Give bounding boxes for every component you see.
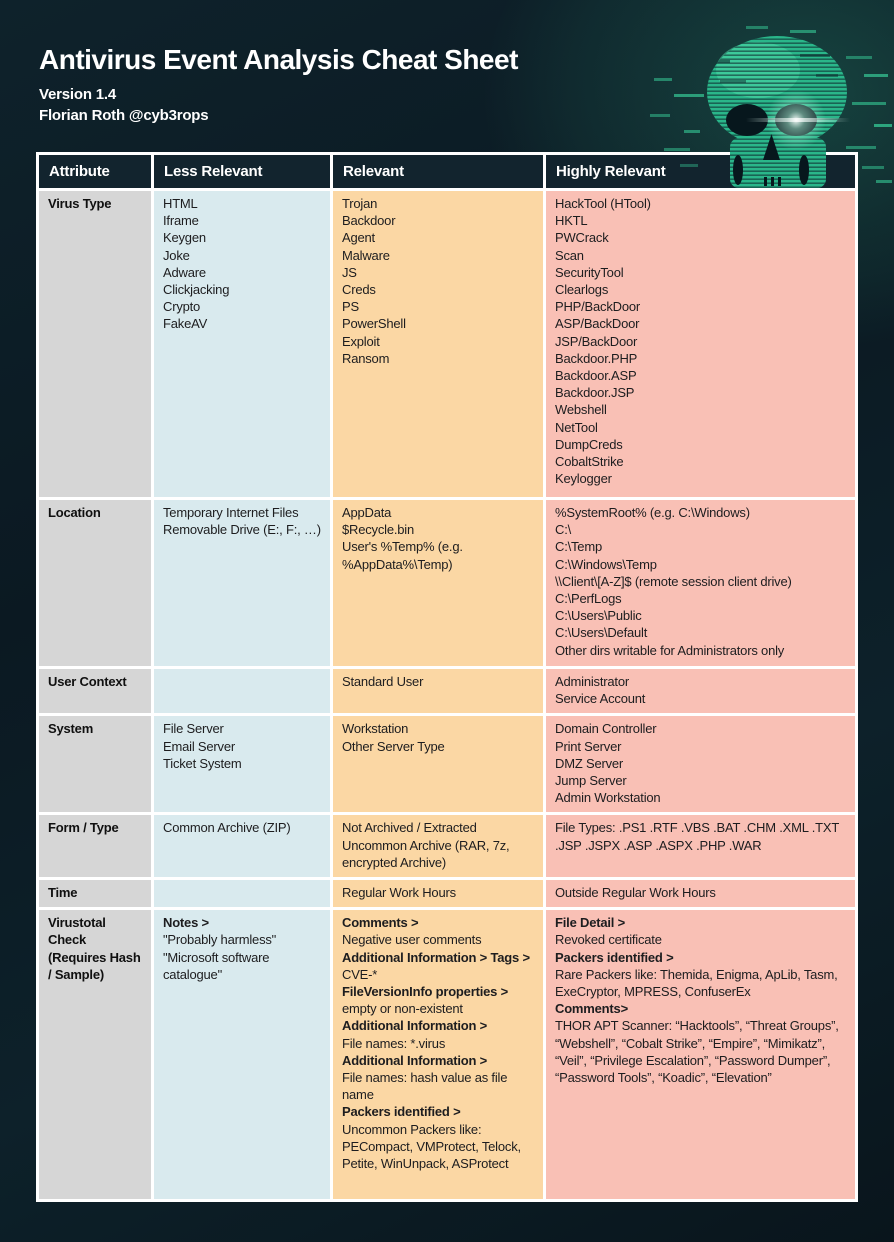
attribute-cell: [39, 669, 151, 713]
cell-line: User Context: [48, 674, 127, 689]
cell-line: "Probably harmless": [163, 932, 277, 948]
cell-line: empty or non-existent: [342, 1001, 463, 1017]
cell-line: Admin Workstation: [555, 790, 661, 806]
cell-line: HKTL: [555, 213, 588, 229]
table-row: [39, 815, 855, 877]
highly-relevant-cell: [546, 191, 855, 497]
table-row: [39, 191, 855, 497]
highly-relevant-cell: [546, 669, 855, 713]
cell-line: Other Server Type: [342, 738, 445, 754]
cell-line: PowerShell: [342, 316, 406, 332]
cell-line: Iframe: [163, 213, 199, 229]
cell-line: Webshell: [555, 402, 607, 418]
table-row: [39, 500, 855, 666]
cell-line: C:\Users\Default: [555, 625, 648, 641]
relevant-cell: [333, 815, 543, 877]
cell-line: Scan: [555, 247, 584, 263]
highly-relevant-cell: [546, 500, 855, 666]
less-relevant-cell: [154, 815, 330, 877]
cell-line: AppData: [342, 505, 392, 520]
cell-line: Clickjacking: [163, 282, 230, 298]
author-label: Florian Roth @cyb3rops: [39, 107, 209, 124]
cell-line: Jump Server: [555, 773, 627, 789]
relevant-cell: [333, 910, 543, 1199]
less-relevant-cell: [154, 910, 330, 1199]
cell-line: Outside Regular Work Hours: [555, 885, 716, 901]
cell-line: C:\Windows\Temp: [555, 556, 657, 572]
cell-line: PWCrack: [555, 230, 609, 246]
cell-line: THOR APT Scanner: “Hacktools”, “Threat Groups”, “Webshell”, “Cobalt Strike”, “Empire”, “Mimikatz”, “Veil”, “Privilege Escalation”, “Password Dumper”, “Password Tools”, “Koadic”, “Elevation”: [555, 1018, 839, 1086]
cell-line: Virus Type: [48, 196, 112, 211]
table-body: [39, 191, 855, 1199]
cell-line: Additional Information > Tags >: [342, 949, 530, 965]
cell-line: Packers identified >: [555, 949, 674, 965]
cell-line: Other dirs writable for Administrators only: [555, 642, 785, 658]
cell-line: DumpCreds: [555, 436, 623, 452]
cell-line: Virustotal Check (Requires Hash / Sample): [48, 915, 141, 982]
cell-line: PS: [342, 299, 359, 315]
cell-line: File Detail >: [555, 915, 626, 931]
cell-line: Clearlogs: [555, 282, 609, 298]
cell-line: Backdoor.ASP: [555, 368, 637, 384]
cell-line: Adware: [163, 264, 206, 280]
cheat-sheet-table: [36, 152, 858, 1202]
cell-line: Backdoor.PHP: [555, 350, 638, 366]
cell-line: PHP/BackDoor: [555, 299, 641, 315]
cell-line: JS: [342, 264, 357, 280]
less-relevant-cell: [154, 191, 330, 497]
cell-line: User's %Temp% (e.g. %AppData%\Temp): [342, 539, 463, 572]
cell-line: Agent: [342, 230, 375, 246]
cell-line: Location: [48, 505, 101, 520]
cell-line: Ransom: [342, 350, 390, 366]
cell-line: Print Server: [555, 738, 622, 754]
attribute-cell: [39, 191, 151, 497]
cell-line: C:\Users\Public: [555, 608, 642, 624]
cell-line: Keylogger: [555, 471, 612, 487]
cell-line: Workstation: [342, 721, 409, 737]
column-header-less-relevant: Less Relevant: [154, 155, 330, 188]
cell-line: Email Server: [163, 738, 236, 754]
cell-line: Crypto: [163, 299, 201, 315]
cell-line: HackTool (HTool): [555, 196, 651, 211]
page-title: Antivirus Event Analysis Cheat Sheet: [39, 44, 518, 75]
attribute-cell: [39, 716, 151, 812]
cell-line: Additional Information >: [342, 1052, 488, 1068]
relevant-cell: [333, 500, 543, 666]
cell-line: HTML: [163, 196, 198, 211]
cell-line: NetTool: [555, 419, 598, 435]
cell-line: Creds: [342, 282, 376, 298]
cell-line: PECompact, VMProtect, Telock, Petite, WinUnpack, ASProtect: [342, 1138, 521, 1172]
cell-line: $Recycle.bin: [342, 522, 415, 538]
cell-line: Uncommon Packers like:: [342, 1121, 482, 1137]
cell-line: Backdoor.JSP: [555, 385, 635, 401]
highly-relevant-cell: [546, 910, 855, 1199]
relevant-cell: [333, 880, 543, 907]
less-relevant-cell: [154, 716, 330, 812]
cell-line: Form / Type: [48, 820, 119, 836]
cell-line: Joke: [163, 247, 190, 263]
cell-line: Negative user comments: [342, 932, 482, 948]
less-relevant-cell: [154, 500, 330, 666]
cell-line: Common Archive (ZIP): [163, 820, 291, 836]
cell-line: FileVersionInfo properties >: [342, 984, 508, 1000]
cell-line: File Types: .PS1 .RTF .VBS .BAT .CHM .XML .TXT .JSP .JSPX .ASP .ASPX .PHP .WAR: [555, 820, 839, 853]
cell-line: Keygen: [163, 230, 206, 246]
cell-line: Ticket System: [163, 755, 242, 771]
table-row: [39, 716, 855, 812]
cell-line: Removable Drive (E:, F:, …): [163, 522, 321, 538]
cell-line: File names: hash value as file name: [342, 1070, 508, 1103]
less-relevant-cell: [154, 669, 330, 713]
cell-line: Time: [48, 885, 78, 901]
cell-line: "Microsoft software catalogue": [163, 949, 270, 982]
cell-line: Comments >: [342, 915, 419, 931]
cell-line: Domain Controller: [555, 721, 657, 737]
relevant-cell: [333, 669, 543, 713]
cell-line: System: [48, 721, 94, 737]
cell-line: %SystemRoot% (e.g. C:\Windows): [555, 505, 750, 520]
cell-line: Additional Information >: [342, 1018, 488, 1034]
header: [39, 44, 518, 124]
highly-relevant-cell: [546, 716, 855, 812]
cell-line: JSP/BackDoor: [555, 333, 638, 349]
cell-line: Packers identified >: [342, 1104, 461, 1120]
cell-line: C:\: [555, 522, 572, 538]
table-row: [39, 910, 855, 1199]
cell-line: CobaltStrike: [555, 454, 624, 470]
relevant-cell: [333, 191, 543, 497]
cell-line: Exploit: [342, 333, 380, 349]
column-header-relevant: Relevant: [333, 155, 543, 188]
attribute-cell: [39, 815, 151, 877]
less-relevant-cell: [154, 880, 330, 907]
cell-line: File Server: [163, 721, 224, 737]
highly-relevant-cell: [546, 880, 855, 907]
attribute-cell: [39, 500, 151, 666]
table-row: [39, 880, 855, 907]
cell-line: Rare Packers like: Themida, Enigma, ApLib, Tasm, ExeCryptor, MPRESS, ConfuserEx: [555, 966, 838, 1000]
attribute-cell: [39, 880, 151, 907]
cell-line: File names: *.virus: [342, 1035, 446, 1051]
cell-line: DMZ Server: [555, 755, 624, 771]
cell-line: Comments>: [555, 1001, 628, 1017]
cell-line: C:\PerfLogs: [555, 591, 622, 607]
cell-line: Malware: [342, 247, 390, 263]
cell-line: SecurityTool: [555, 264, 624, 280]
column-header-attribute: Attribute: [39, 155, 151, 188]
cell-line: Service Account: [555, 691, 646, 707]
cell-line: ASP/BackDoor: [555, 316, 640, 332]
cell-line: Uncommon Archive (RAR, 7z, encrypted Archive): [342, 837, 510, 870]
cell-line: Standard User: [342, 674, 424, 689]
cell-line: C:\Temp: [555, 539, 603, 555]
cell-line: Temporary Internet Files: [163, 505, 299, 520]
cell-line: \\Client\[A-Z]$ (remote session client drive): [555, 573, 792, 589]
attribute-cell: [39, 910, 151, 1199]
cell-line: Trojan: [342, 196, 378, 211]
version-label: Version 1.4: [39, 86, 117, 103]
cell-line: CVE-*: [342, 966, 378, 982]
highly-relevant-cell: [546, 815, 855, 877]
relevant-cell: [333, 716, 543, 812]
column-header-highly-relevant: Highly Relevant: [546, 155, 855, 188]
cell-line: Notes >: [163, 915, 209, 931]
cell-line: Administrator: [555, 674, 629, 689]
cell-line: Revoked certificate: [555, 932, 662, 948]
cell-line: Not Archived / Extracted: [342, 820, 477, 836]
cell-line: Backdoor: [342, 213, 396, 229]
cell-line: Regular Work Hours: [342, 885, 456, 901]
table-header-row: [39, 155, 855, 188]
table-row: [39, 669, 855, 713]
cell-line: FakeAV: [163, 316, 208, 332]
